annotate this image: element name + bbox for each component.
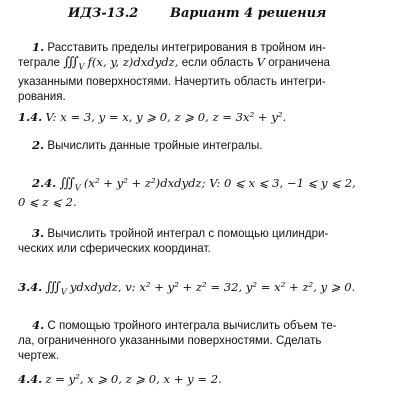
integral-region: V: [60, 287, 67, 297]
task-3-number: 3.: [32, 226, 45, 240]
task-1-line-3: указанными поверхностями. Начертить область интегри-: [18, 75, 326, 89]
task-1-4: [18, 110, 388, 125]
task-3-4-text: ydxdydz, v: x² + y² + z² = 32, y² = x² + z², y ⩾ 0.: [69, 280, 356, 294]
task-2-number: 2.: [32, 138, 45, 152]
task-1-integrand: f(x, y, z)dxdydz,: [87, 55, 179, 69]
task-1-4-number: 1.4.: [18, 110, 43, 124]
task-2-text: Вычислить данные тройные интегралы.: [47, 139, 263, 152]
task-2-4-number: 2.4.: [32, 176, 57, 190]
task-4-4-text: z = y², x ⩾ 0, z ⩾ 0, x + y = 2.: [45, 372, 222, 386]
header-left: ИДЗ-13.2: [68, 6, 139, 21]
integral-region: V: [78, 62, 85, 72]
task-4-number: 4.: [32, 318, 45, 332]
task-1-region-v: V: [256, 55, 265, 69]
task-1-4-text: V: x = 3, y = x, y ⩾ 0, z ⩾ 0, z = 3x² + y².: [45, 110, 287, 124]
header: [68, 6, 368, 21]
task-4-4-number: 4.4.: [18, 372, 43, 386]
task-1: [18, 40, 388, 104]
integral-region: V: [74, 183, 81, 193]
task-4-line-2: ла, ограниченного указанными поверхностями. Сделать: [18, 334, 322, 347]
task-2-4-line-2: 0 ⩽ z ⩽ 2.: [18, 195, 77, 210]
task-3: [18, 226, 388, 256]
task-1-line-1: Расставить пределы интегрирования в тройном ин-: [47, 41, 326, 54]
task-1-line-2d: ограничена: [268, 56, 330, 69]
task-1-line-4: рования.: [18, 90, 66, 104]
task-4: [18, 318, 388, 363]
task-1-line-2c: если область: [181, 56, 254, 69]
task-4-line-1: С помощью тройного интеграла вычислить объем те-: [47, 319, 337, 332]
task-2: [18, 138, 388, 153]
task-2-4: [18, 176, 388, 210]
task-4-4: [18, 372, 388, 387]
task-3-4: [18, 280, 388, 299]
task-4-line-3: чертеж.: [18, 349, 60, 362]
triple-integral-symbol: ∭: [59, 176, 75, 191]
task-3-line-1: Вычислить тройной интеграл с помощью цилиндри-: [47, 227, 329, 240]
task-1-number: 1.: [32, 40, 45, 54]
task-1-line-2a: теграле: [18, 56, 60, 69]
task-3-line-2: ческих или сферических координат.: [18, 242, 211, 255]
task-3-4-number: 3.4.: [18, 280, 43, 294]
header-right: Вариант 4 решения: [170, 6, 327, 21]
triple-integral-symbol: ∭: [63, 55, 79, 70]
task-2-4-line-1: (x² + y² + z²)dxdydz; V: 0 ⩽ x ⩽ 3, −1 ⩽ y ⩽ 2,: [83, 176, 356, 190]
triple-integral-symbol: ∭: [45, 280, 61, 295]
